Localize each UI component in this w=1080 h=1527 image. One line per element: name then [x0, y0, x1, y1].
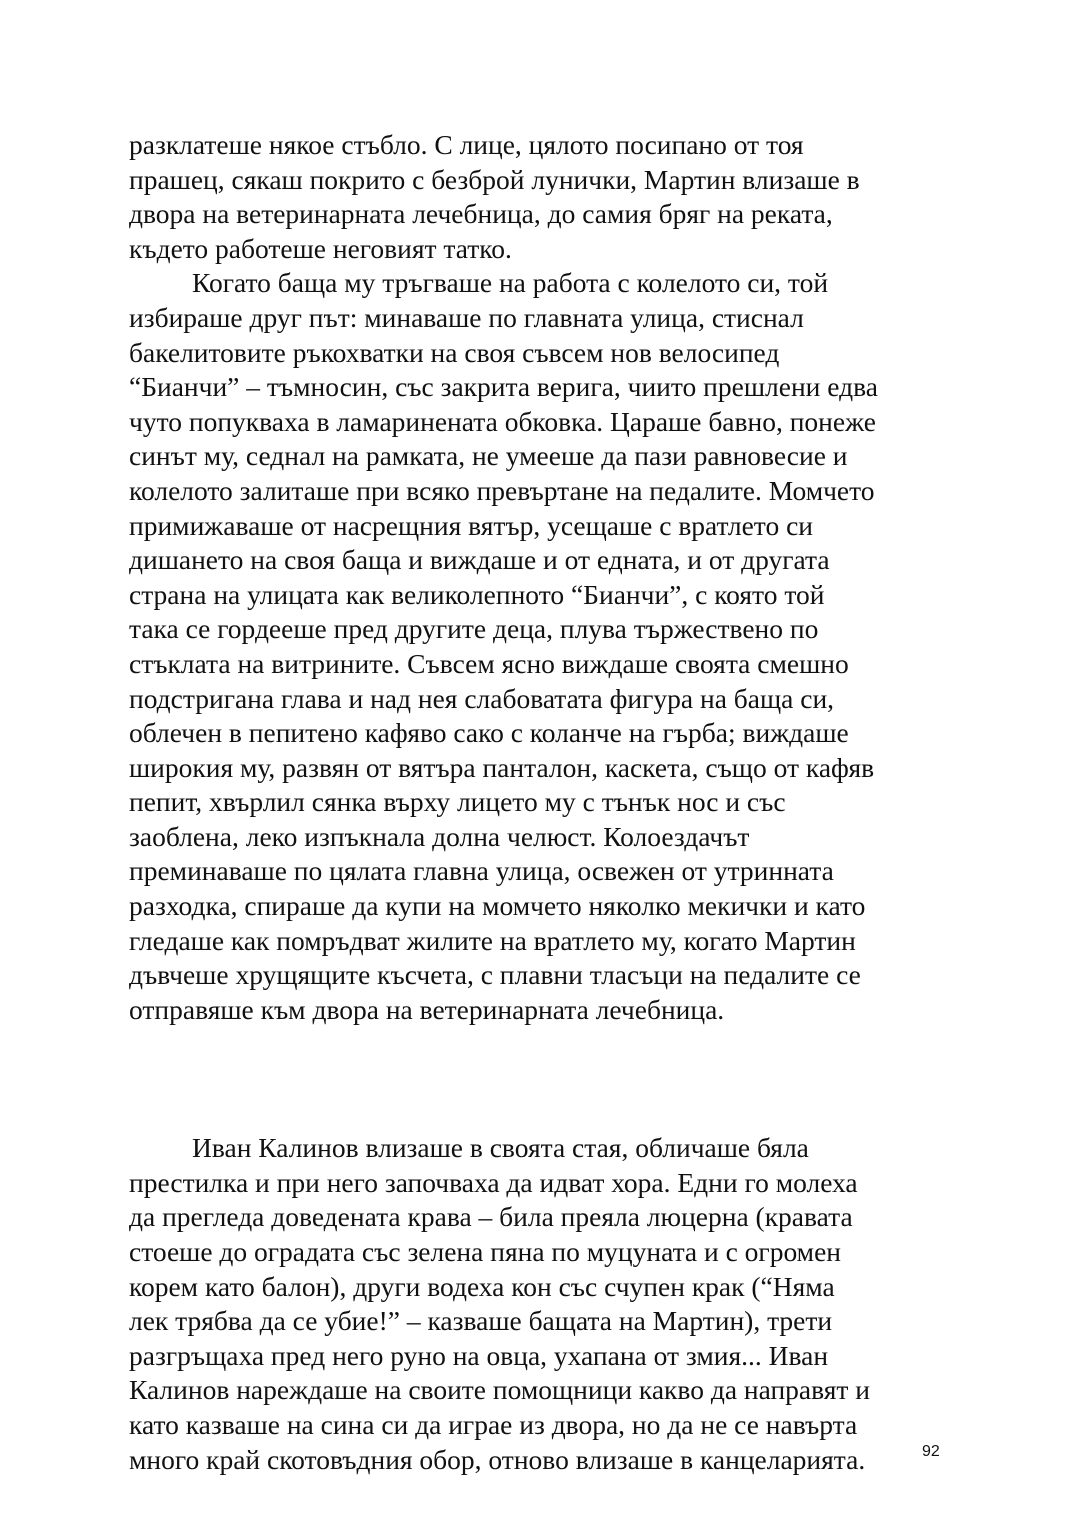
text-line: прашец, сякаш покрито с безброй лунички, Мартин влизаше в [129, 163, 860, 195]
body-text [129, 128, 959, 1477]
text-line: пепит, хвърлил сянка върху лицето му с тънък нос и със [129, 786, 786, 818]
text-line: преминаваше по цялата главна улица, освежен от утринната [129, 855, 834, 887]
text-line: дишането на своя баща и виждаше и от едната, и от другата [129, 544, 830, 576]
text-line: синът му, седнал на рамката, не умееше да пази равновесие и [129, 440, 848, 472]
page-number: 92 [922, 1443, 940, 1460]
text-line: престилка и при него започваха да идват хора. Едни го молеха [129, 1166, 858, 1198]
text-line: като казваше на сина си да играе из двора, но да не се навърта [129, 1408, 858, 1440]
paragraph-3 [129, 1131, 959, 1477]
text-line: корем като балон), други водеха кон със счупен крак (“Няма [129, 1270, 835, 1302]
text-line: разклатеше някое стъбло. С лице, цялото посипано от тоя [129, 129, 804, 160]
paragraph-1 [129, 128, 959, 266]
text-line: бакелитовите ръкохватки на своя съвсем нов велосипед [129, 336, 780, 368]
text-line: примижаваше от насрещния вятър, усещаше с вратлето си [129, 509, 814, 541]
text-line: Иван Калинов влизаше в своята стая, обличаше бяла [192, 1132, 809, 1164]
text-line: Калинов нареждаше на своите помощници какво да направят и [129, 1374, 871, 1406]
text-line: гледаше как помръдват жилите на вратлето му, когато Мартин [129, 924, 856, 956]
text-line: “Бианчи” – тъмносин, със закрита верига, чиито прешлени едва [129, 371, 878, 403]
paragraph-2 [129, 266, 959, 1131]
text-line: заоблена, леко изпъкнала долна челюст. Колоездачът [129, 820, 750, 852]
text-line: стоеше до оградата със зелена пяна по муцуната и с огромен [129, 1236, 842, 1267]
text-line: където работеше неговият татко. [129, 232, 512, 264]
text-line: много край скотовъдния обор, отново влизаше в канцеларията. [129, 1443, 866, 1475]
text-line: двора на ветеринарната лечебница, до самия бряг на реката, [129, 198, 833, 230]
text-line: лек трябва да се убие!” – казваше бащата на Мартин), трети [129, 1305, 833, 1337]
text-line [129, 1097, 959, 1132]
text-line: отправяше към двора на ветеринарната лечебница. [129, 993, 725, 1025]
text-line [129, 1027, 959, 1062]
text-line [129, 1062, 959, 1097]
text-line: чуто попукваха в ламаринената обковка. Цараше бавно, понеже [129, 405, 876, 437]
text-line: страна на улицата как великолепното “Бианчи”, с която той [129, 578, 825, 610]
text-line: дъвчеше хрущящите късчета, с плавни тласъци на педалите се [129, 959, 861, 991]
text-line: да прегледа доведената крава – била преяла люцерна (кравата [129, 1201, 853, 1233]
text-line: разходка, спираше да купи на момчето няколко мекички и като [129, 890, 866, 922]
text-line: Когато баща му тръгваше на работа с колелото си, той [192, 267, 829, 299]
text-line: избираше друг път: минаваше по главната улица, стиснал [129, 301, 804, 333]
text-line: колелото залиташе при всяко превъртане на педалите. Момчето [129, 474, 875, 506]
text-line: стъклата на витрините. Съвсем ясно виждаше своята смешно [129, 647, 849, 679]
text-line: широкия му, развян от вятъра панталон, каскета, също от кафяв [129, 751, 875, 783]
text-line: така се гордееше пред другите деца, плува тържествено по [129, 613, 819, 645]
text-line: подстригана глава и над нея слабоватата фигура на баща си, [129, 682, 835, 714]
text-line: разгръщаха пред него руно на овца, ухапана от змия... Иван [129, 1339, 829, 1371]
text-line: облечен в пепитено кафяво сако с коланче на гърба; виждаше [129, 717, 849, 749]
